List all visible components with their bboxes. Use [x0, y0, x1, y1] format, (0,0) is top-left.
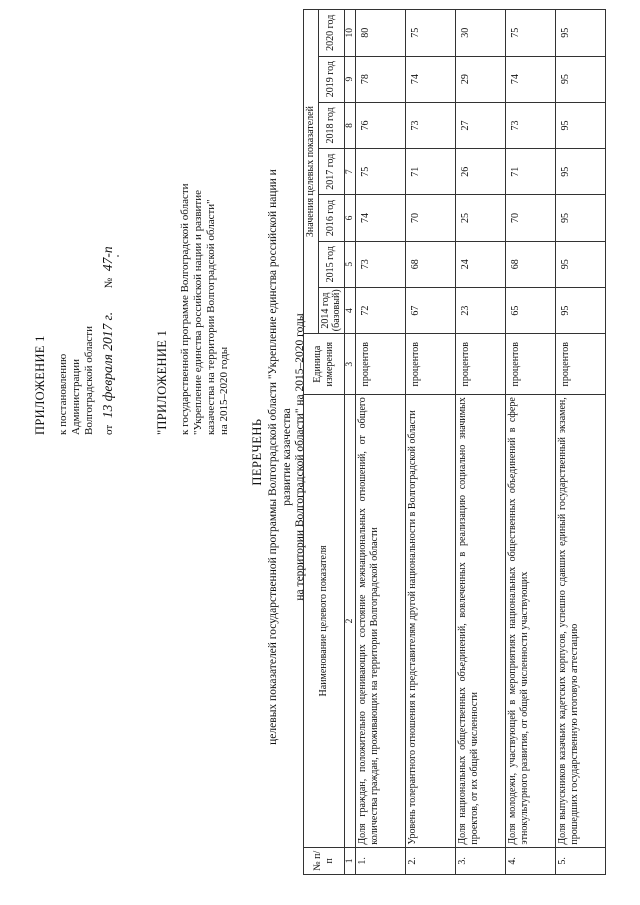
unit-cell: процентов	[356, 334, 406, 395]
list-subtitle-line: целевых показателей государственной программы Волгоградской области "Укрепление единства российской нации и развитие казачества	[267, 169, 293, 745]
list-title: ПЕРЕЧЕНЬ	[250, 418, 264, 486]
unit-cell: процентов	[556, 334, 606, 395]
table-row	[556, 10, 606, 875]
header-name: Наименование целевого показателя	[304, 395, 345, 847]
scan-speck	[117, 255, 119, 257]
value-cell: 73	[356, 241, 406, 287]
annex-2-block	[155, 15, 231, 435]
unit-cell: процентов	[506, 334, 556, 395]
column-number: 9	[344, 56, 356, 102]
value-cell: 95	[556, 241, 606, 287]
column-number: 10	[344, 10, 356, 57]
value-cell: 95	[556, 149, 606, 195]
annex-1-block	[33, 15, 116, 435]
header-year: 2015 год	[318, 241, 344, 287]
indicator-name: Доля выпускников казачьих кадетских корпусов, успешно сдавших единый государственный экзамен, прошедших государственную итоговую аттестацию	[556, 395, 606, 847]
value-cell: 68	[406, 241, 456, 287]
value-cell: 65	[506, 287, 556, 333]
decree-date: 13 февраля 2017 г.	[99, 311, 115, 419]
value-cell: 70	[406, 195, 456, 241]
value-cell: 23	[456, 287, 506, 333]
annex-2-line: "Укрепление единства российской нации и развитие	[191, 190, 204, 435]
list-subtitle-line: на территории Волгоградской области" на 2015–2020 годы	[294, 313, 307, 601]
annex-2-title: "ПРИЛОЖЕНИЕ 1	[155, 329, 169, 435]
annex-2-line: на 2015–2020 годы	[217, 346, 230, 435]
unit-cell: процентов	[456, 334, 506, 395]
row-number: 3.	[456, 847, 506, 874]
annex-1-line: Волгоградской области	[82, 326, 95, 435]
value-cell: 70	[506, 195, 556, 241]
value-cell: 75	[506, 10, 556, 57]
header-year: 2016 год	[318, 195, 344, 241]
value-cell: 68	[506, 241, 556, 287]
rotated-page-container	[7, 7, 633, 897]
indicators-table-body	[356, 10, 606, 875]
header-base-year: 2014 год (базовый)	[318, 287, 344, 333]
indicator-name: Доля национальных общественных объединений, вовлеченных в реализацию социально значимых проектов, от их общей численности	[456, 395, 506, 847]
annex-2-line: казачества на территории Волгоградской области"	[204, 199, 217, 435]
header-unit: Единица измерения	[304, 334, 345, 395]
value-cell: 30	[456, 10, 506, 57]
row-number: 4.	[506, 847, 556, 874]
value-cell: 29	[456, 56, 506, 102]
value-cell: 95	[556, 102, 606, 148]
column-number: 5	[344, 241, 356, 287]
value-cell: 71	[506, 149, 556, 195]
value-cell: 74	[406, 56, 456, 102]
indicator-name: Уровень толерантного отношения к представителям другой национальности в Волгоградской области	[406, 395, 456, 847]
column-number: 7	[344, 149, 356, 195]
indicators-table	[303, 9, 606, 875]
row-number: 5.	[556, 847, 606, 874]
decree-number: 47-п	[99, 246, 115, 272]
header-year: 2019 год	[318, 56, 344, 102]
value-cell: 74	[506, 56, 556, 102]
decree-date-line	[100, 15, 116, 435]
indicator-name: Доля граждан, положительно оценивающих состояние межнациональных отношений, от общего количества граждан, проживающих на территории Волгоградской области	[356, 395, 406, 847]
column-number: 4	[344, 287, 356, 333]
value-cell: 95	[556, 56, 606, 102]
indicators-table-wrapper	[303, 9, 606, 875]
value-cell: 74	[356, 195, 406, 241]
header-year: 2018 год	[318, 102, 344, 148]
value-cell: 72	[356, 287, 406, 333]
table-row	[506, 10, 556, 875]
table-row	[456, 10, 506, 875]
value-cell: 73	[506, 102, 556, 148]
value-cell: 95	[556, 10, 606, 57]
indicator-name: Доля молодежи, участвующей в мероприятиях национальных общественных объединений в сфере этнокультурного развития, от общей численности участвующих	[506, 395, 556, 847]
column-number: 1	[344, 847, 356, 874]
annex-1-title: ПРИЛОЖЕНИЕ 1	[33, 335, 47, 435]
value-cell: 67	[406, 287, 456, 333]
column-number: 8	[344, 102, 356, 148]
value-cell: 73	[406, 102, 456, 148]
row-number: 1.	[356, 847, 406, 874]
value-cell: 95	[556, 287, 606, 333]
date-prefix: от	[102, 424, 115, 435]
value-cell: 25	[456, 195, 506, 241]
table-row	[406, 10, 456, 875]
list-subtitle	[267, 147, 308, 767]
row-number: 2.	[406, 847, 456, 874]
column-number: 2	[344, 395, 356, 847]
value-cell: 95	[556, 195, 606, 241]
value-cell: 26	[456, 149, 506, 195]
column-number-row	[344, 10, 356, 875]
value-cell: 75	[356, 149, 406, 195]
value-cell: 71	[406, 149, 456, 195]
value-cell: 75	[406, 10, 456, 57]
header-year: 2017 год	[318, 149, 344, 195]
value-cell: 78	[356, 56, 406, 102]
header-num: № п/п	[304, 847, 345, 874]
value-cell: 27	[456, 102, 506, 148]
table-row	[356, 10, 406, 875]
header-year: 2020 год	[318, 10, 344, 57]
value-cell: 24	[456, 241, 506, 287]
column-number: 6	[344, 195, 356, 241]
annex-1-line: к постановлению	[56, 353, 69, 435]
annex-2-line: к государственной программе Волгоградской области	[178, 183, 191, 435]
header-values-group: Значения целевых показателей	[304, 10, 319, 334]
value-cell: 80	[356, 10, 406, 57]
annex-1-line: Администрации	[69, 358, 82, 435]
column-number: 3	[344, 334, 356, 395]
unit-cell: процентов	[406, 334, 456, 395]
value-cell: 76	[356, 102, 406, 148]
document-page	[7, 7, 633, 897]
number-prefix: №	[102, 277, 115, 289]
